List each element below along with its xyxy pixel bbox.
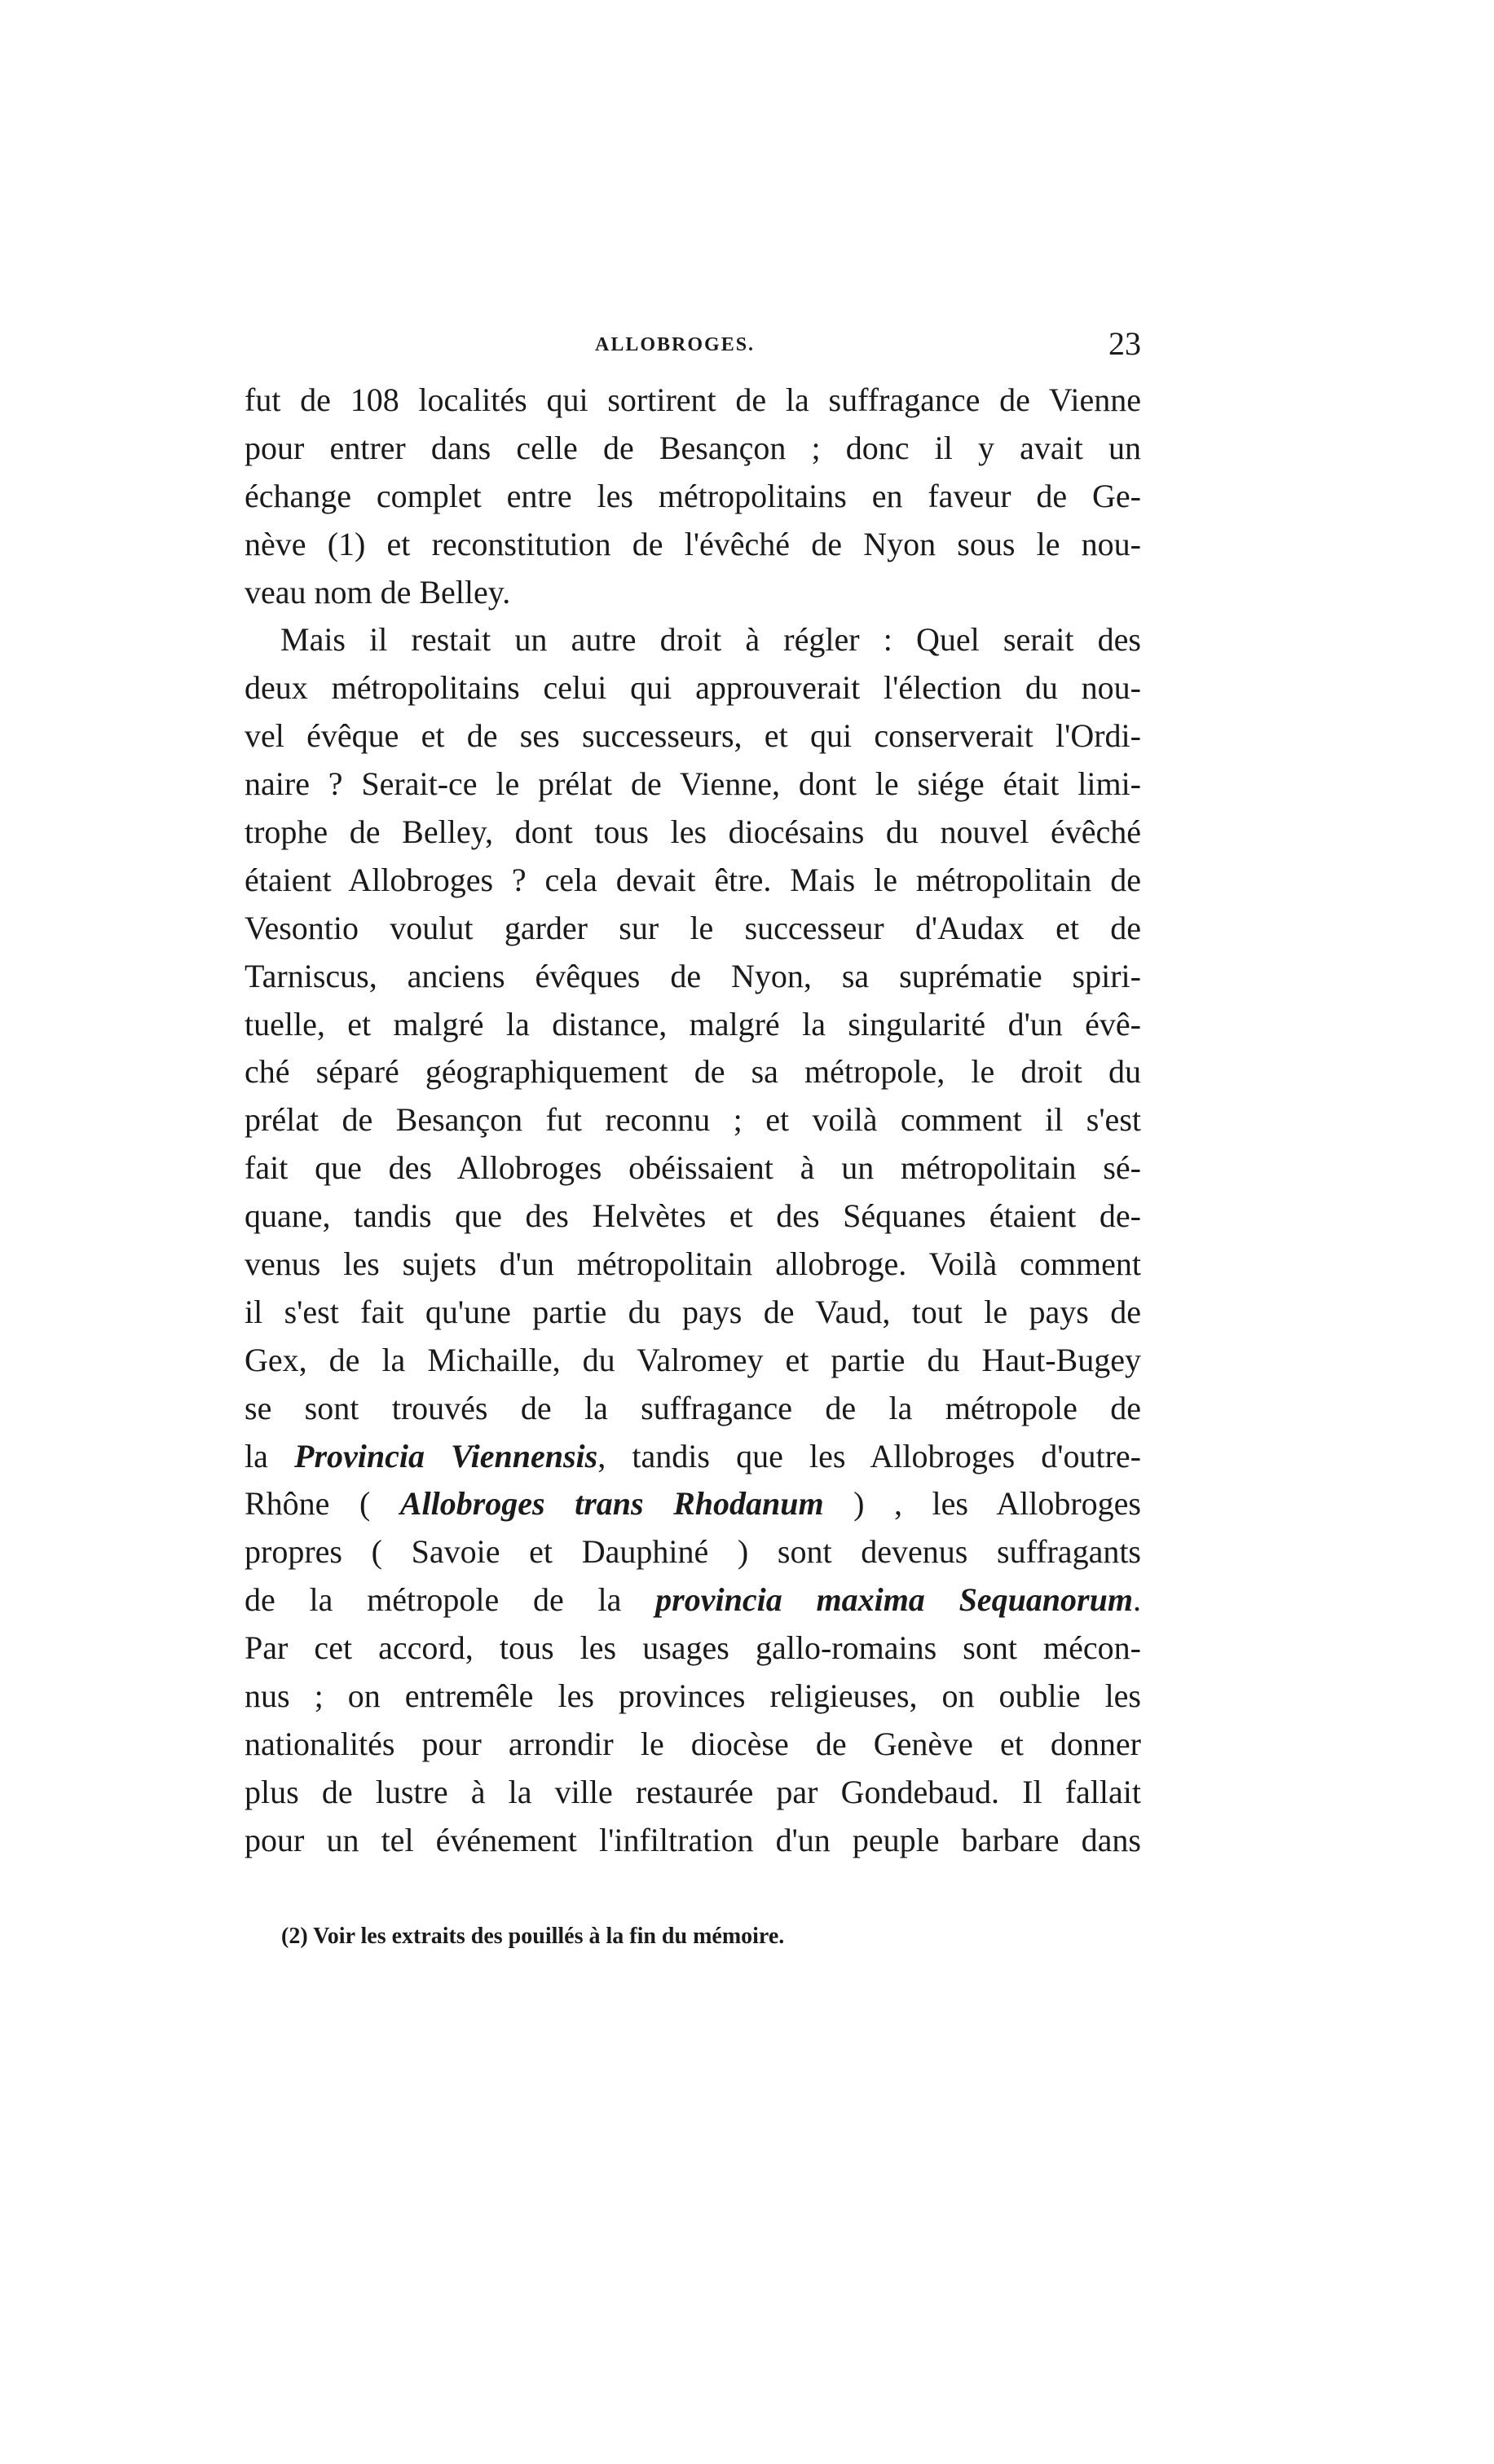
footnote: (2) Voir les extraits des pouillés à la fin du mémoire. (281, 1924, 785, 1949)
text-line (245, 1480, 1141, 1528)
italic-phrase: Allobroges trans Rhodanum (399, 1485, 824, 1523)
text-line: Par cet accord, tous les usages gallo-romains sont mécon- (245, 1629, 1141, 1667)
text-line: nève (1) et reconstitution de l'évêché de Nyon sous le nou- (245, 525, 1141, 562)
text-line: nus ; on entremêle les provinces religieuses, on oublie les (245, 1677, 1141, 1715)
text-line: naire ? Serait-ce le prélat de Vienne, dont le siége était limi- (245, 765, 1141, 803)
text-line: veau nom de Belley. (245, 573, 511, 610)
text-line: nationalités pour arrondir le diocèse de Genève et donner (245, 1725, 1141, 1762)
text-line: tuelle, et malgré la distance, malgré la singularité d'un évê- (245, 1005, 1141, 1042)
text-line: Tarniscus, anciens évêques de Nyon, sa suprématie spiri- (245, 957, 1141, 994)
text-line: deux métropolitains celui qui approuverait l'élection du nou- (245, 669, 1141, 707)
text-line: se sont trouvés de la suffragance de la métropole de (245, 1389, 1141, 1426)
text-line (245, 1433, 1141, 1481)
text-line: étaient Allobroges ? cela devait être. Mais le métropolitain de (245, 861, 1141, 898)
text-line: propres ( Savoie et Dauphiné ) sont devenus suffragants (245, 1533, 1141, 1571)
text-line: il s'est fait qu'une partie du pays de Vaud, tout le pays de (245, 1293, 1141, 1330)
text-line: quane, tandis que des Helvètes et des Séquanes étaient de- (245, 1197, 1141, 1235)
text-line: Vesontio voulut garder sur le successeur d'Audax et de (245, 909, 1141, 946)
text-line: Mais il restait un autre droit à régler : Quel serait des (280, 621, 1141, 659)
text-line: prélat de Besançon fut reconnu ; et voilà comment il s'est (245, 1101, 1141, 1139)
italic-phrase: Provincia Viennensis (294, 1437, 598, 1474)
text-line: ché séparé géographiquement de sa métropole, le droit du (245, 1053, 1141, 1091)
page-number: 23 (1108, 325, 1141, 362)
text-line: trophe de Belley, dont tous les diocésains du nouvel évêché (245, 813, 1141, 851)
running-head (245, 324, 1141, 365)
text-segment: ) , les Allobroges (823, 1485, 1141, 1523)
text-segment: Rhône ( (245, 1485, 400, 1523)
text-line: vel évêque et de ses successeurs, et qui conserverait l'Ordi- (245, 717, 1141, 755)
text-line: pour entrer dans celle de Besançon ; donc il y avait un (245, 429, 1141, 466)
italic-phrase: provincia maxima Sequanorum (655, 1581, 1133, 1619)
text-line (245, 1576, 1141, 1624)
text-segment: , tandis que les Allobroges d'outre- (597, 1437, 1142, 1474)
text-segment: de la métropole de la (245, 1581, 656, 1619)
body-text (245, 377, 1141, 1865)
text-line: plus de lustre à la ville restaurée par Gondebaud. Il fallait (245, 1773, 1141, 1810)
text-line: pour un tel événement l'infiltration d'un peuple barbare dans (245, 1821, 1141, 1858)
text-line: Gex, de la Michaille, du Valromey et partie du Haut-Bugey (245, 1341, 1141, 1378)
text-line: fut de 108 localités qui sortirent de la suffragance de Vienne (245, 381, 1141, 418)
text-line: fait que des Allobroges obéissaient à un métropolitain sé- (245, 1149, 1141, 1187)
text-segment: la (245, 1437, 295, 1474)
running-title: ALLOBROGES. (595, 334, 756, 355)
text-line: échange complet entre les métropolitains en faveur de Ge- (245, 477, 1141, 514)
text-line: venus les sujets d'un métropolitain allobroge. Voilà comment (245, 1245, 1141, 1283)
text-segment: . (1132, 1581, 1141, 1619)
